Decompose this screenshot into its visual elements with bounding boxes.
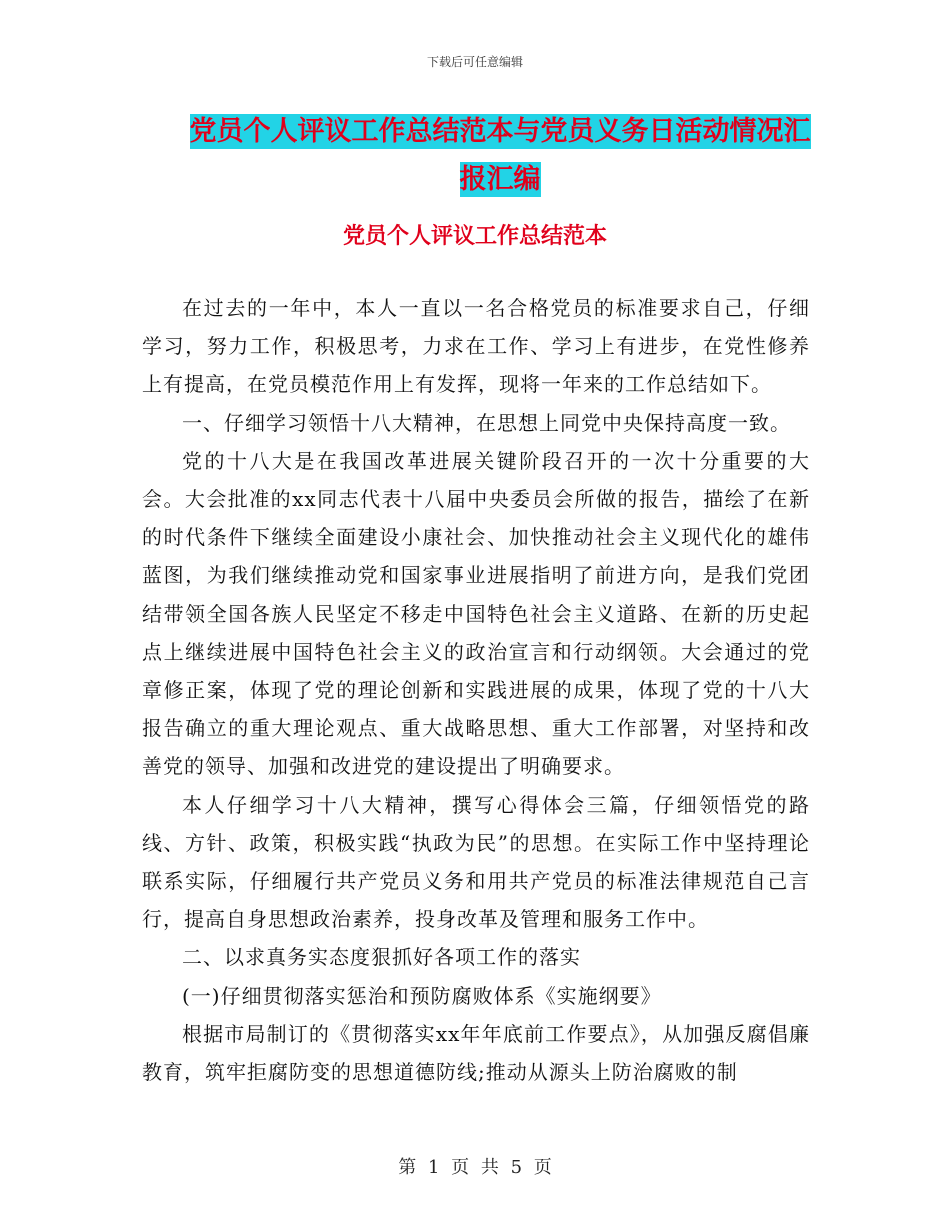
main-title [150, 108, 850, 204]
paragraph: 一、仔细学习领悟十八大精神，在思想上同党中央保持高度一致。 [182, 410, 791, 435]
main-title-line-2: 报汇编 [459, 164, 541, 195]
paragraph: 党的十八大是在我国改革进展关键阶段召开的一次十分重要的大会。大会批准的xx同志代表十八届中央委员会所做的报告，描绘了在新的时代条件下继续全面建设小康社会、加快推动社会主义现代化的雄伟蓝图，为我们继续推动党和国家事业进展指明了前进方向，是我们党团结带领全国各族人民坚定不移走中国特色社会主义道路、在新的历史起点上继续进展中国特色社会主义的政治宣言和行动纲领。大会通过的党章修正案，体现了党的理论创新和实践进展的成果，体现了党的十八大报告确立的重大理论观点、重大战略思想、重大工作部署，对坚持和改善党的领导、加强和改进党的建设提出了明确要求。 [142, 448, 810, 779]
header-note: 下载后可任意编辑 [426, 55, 523, 69]
paragraph: 根据市局制订的《贯彻落实xx年年底前工作要点》，从加强反腐倡廉教育，筑牢拒腐防变的思想道德防线;推动从源头上防治腐败的制 [142, 1021, 810, 1085]
body-text [142, 289, 810, 1091]
paragraph: 在过去的一年中，本人一直以一名合格党员的标准要求自己，仔细学习，努力工作，积极思考，力求在工作、学习上有进步，在党性修养上有提高，在党员模范作用上有发挥，现将一年来的工作总结如下。 [142, 296, 810, 397]
paragraph: 二、以求真务实态度狠抓好各项工作的落实 [182, 945, 581, 970]
main-title-line-1: 党员个人评议工作总结范本与党员义务日活动情况汇 [189, 116, 811, 147]
paragraph: 本人仔细学习十八大精神，撰写心得体会三篇，仔细领悟党的路线、方针、政策，积极实践“执政为民”的思想。在实际工作中坚持理论联系实际，仔细履行共产党员义务和用共产党员的标准法律规范自己言行，提高自身思想政治素养，投身改革及管理和服务工作中。 [142, 792, 810, 932]
paragraph: (一)仔细贯彻落实惩治和预防腐败体系《实施纲要》 [182, 983, 662, 1008]
page-number-footer: 第 1 页 共 5 页 [398, 1157, 552, 1178]
section-title: 党员个人评议工作总结范本 [342, 223, 607, 249]
